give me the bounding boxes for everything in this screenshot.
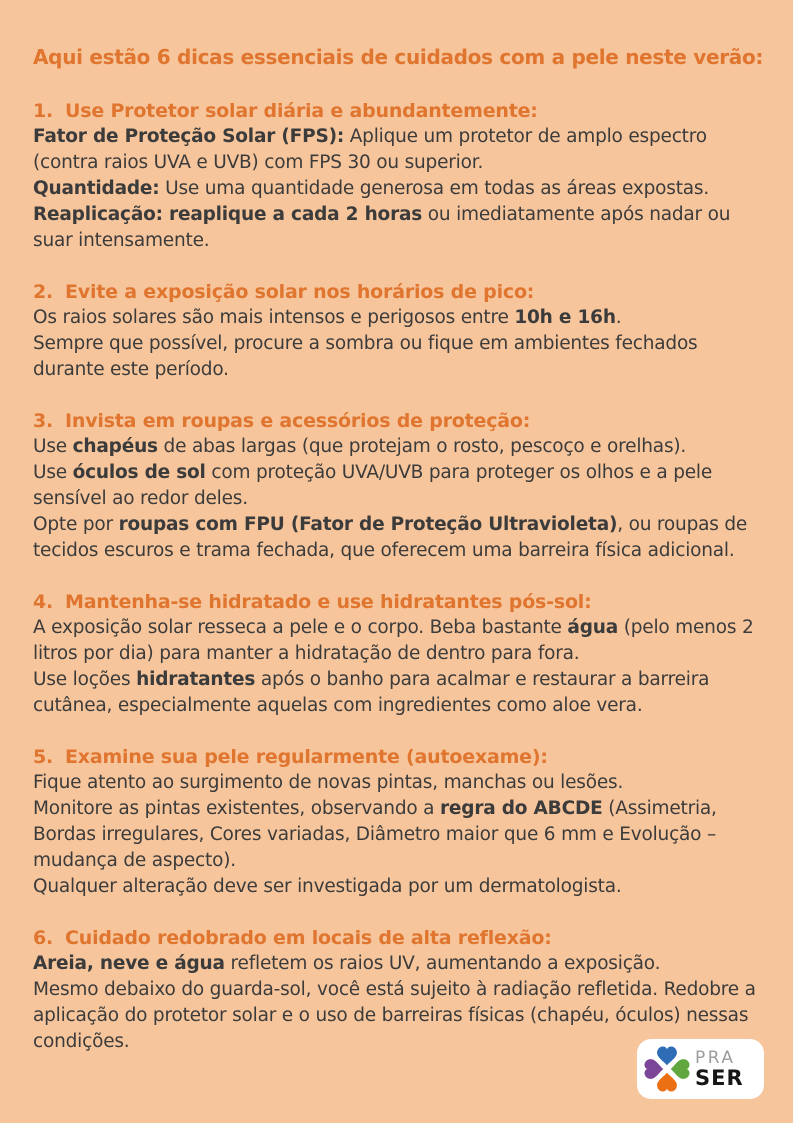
logo-word-ser: SER (695, 1065, 744, 1090)
paragraph (33, 176, 763, 202)
logo-wordmark (695, 1047, 744, 1090)
section-number: 5. (33, 746, 54, 768)
paragraph (33, 951, 763, 977)
text-run: regra do ABCDE (440, 798, 603, 819)
text-run: com proteção UVA/UVB para proteger os olhos e a pele sensível ao redor deles. (33, 462, 713, 509)
section-number: 3. (33, 410, 54, 432)
section-number: 4. (33, 591, 54, 613)
text-run: Reaplicação: reaplique a cada 2 horas (33, 204, 423, 225)
page-title: Aqui estão 6 dicas essenciais de cuidados com a pele neste verão: (33, 45, 764, 69)
text-run: Areia, neve e água (33, 953, 225, 974)
section-heading-text: Invista em roupas e acessórios de proteção: (65, 410, 531, 432)
section-4 (33, 589, 763, 719)
text-run: água (567, 617, 619, 638)
section-heading-text: Use Protetor solar diária e abundantemente: (65, 100, 538, 122)
text-run: A exposição solar resseca a pele e o corpo. Beba bastante (33, 617, 568, 638)
paragraph (33, 202, 763, 254)
paragraph (33, 331, 763, 383)
hearts-x-icon (640, 1042, 694, 1096)
section-heading-text: Evite a exposição solar nos horários de pico: (65, 281, 535, 303)
text-run: ou imediatamente após nadar ou suar intensamente. (33, 204, 731, 251)
paragraph (33, 770, 763, 796)
section-heading-text: Examine sua pele regularmente (autoexame): (65, 746, 548, 768)
text-run: Fique atento ao surgimento de novas pintas, manchas ou lesões. (33, 772, 624, 793)
text-run: de abas largas (que protejam o rosto, pescoço e orelhas). (157, 436, 687, 457)
text-run: chapéus (72, 436, 158, 457)
text-run: (Assimetria, Bordas irregulares, Cores variadas, Diâmetro maior que 6 mm e Evolução – mudança de aspecto). (33, 798, 717, 871)
text-run: óculos de sol (72, 462, 206, 483)
section-1 (33, 98, 763, 254)
paragraph (33, 305, 763, 331)
section-heading (33, 925, 763, 951)
text-run: Opte por (33, 514, 119, 535)
section-heading (33, 589, 763, 615)
section-heading (33, 279, 763, 305)
logo-word-pra: PRA (695, 1047, 736, 1068)
text-run: Aplique um protetor de amplo espectro (contra raios UVA e UVB) com FPS 30 ou superior. (33, 126, 707, 173)
section-2 (33, 279, 763, 383)
text-run: (pelo menos 2 litros por dia) para manter a hidratação de dentro para fora. (33, 617, 754, 664)
text-run: Sempre que possível, procure a sombra ou fique em ambientes fechados durante este período. (33, 333, 698, 380)
text-run: Quantidade: (33, 178, 160, 199)
section-heading (33, 408, 763, 434)
text-run: , ou roupas de tecidos escuros e trama fechada, que oferecem uma barreira física adicional. (33, 514, 748, 561)
text-run: roupas com FPU (Fator de Proteção Ultravioleta) (118, 514, 618, 535)
section-heading (33, 98, 763, 124)
section-number: 1. (33, 100, 54, 122)
text-run: 10h e 16h (514, 307, 616, 328)
paragraph (33, 460, 763, 512)
paragraph (33, 124, 763, 176)
paragraph (33, 434, 763, 460)
text-run: Use (33, 462, 73, 483)
text-run: Monitore as pintas existentes, observando a (33, 798, 440, 819)
section-number: 6. (33, 927, 54, 949)
paragraph (33, 796, 763, 874)
section-5 (33, 744, 763, 900)
paragraph (33, 667, 763, 719)
paragraph (33, 512, 763, 564)
section-heading (33, 744, 763, 770)
text-run: refletem os raios UV, aumentando a exposição. (224, 953, 661, 974)
section-6 (33, 925, 763, 1055)
paragraph (33, 615, 763, 667)
section-heading-text: Cuidado redobrado em locais de alta reflexão: (65, 927, 552, 949)
paragraph (33, 874, 763, 900)
text-run: Use (33, 436, 73, 457)
text-run: hidratantes (136, 669, 256, 690)
praser-logo (637, 1039, 764, 1099)
text-run: Qualquer alteração deve ser investigada por um dermatologista. (33, 876, 622, 897)
section-heading-text: Mantenha-se hidratado e use hidratantes pós-sol: (65, 591, 592, 613)
text-run: Use uma quantidade generosa em todas as áreas expostas. (159, 178, 710, 199)
text-run: Fator de Proteção Solar (FPS): (33, 126, 345, 147)
text-run: . (615, 307, 622, 328)
text-run: Os raios solares são mais intensos e perigosos entre (33, 307, 515, 328)
text-run: após o banho para acalmar e restaurar a barreira cutânea, especialmente aquelas com ingredientes como aloe vera. (33, 669, 710, 716)
section-3 (33, 408, 763, 564)
text-run: Mesmo debaixo do guarda-sol, você está sujeito à radiação refletida. Redobre a aplicação do protetor solar e o uso de barreiras físicas (chapéu, óculos) nessas condições. (33, 979, 756, 1052)
section-number: 2. (33, 281, 54, 303)
text-run: Use loções (33, 669, 137, 690)
